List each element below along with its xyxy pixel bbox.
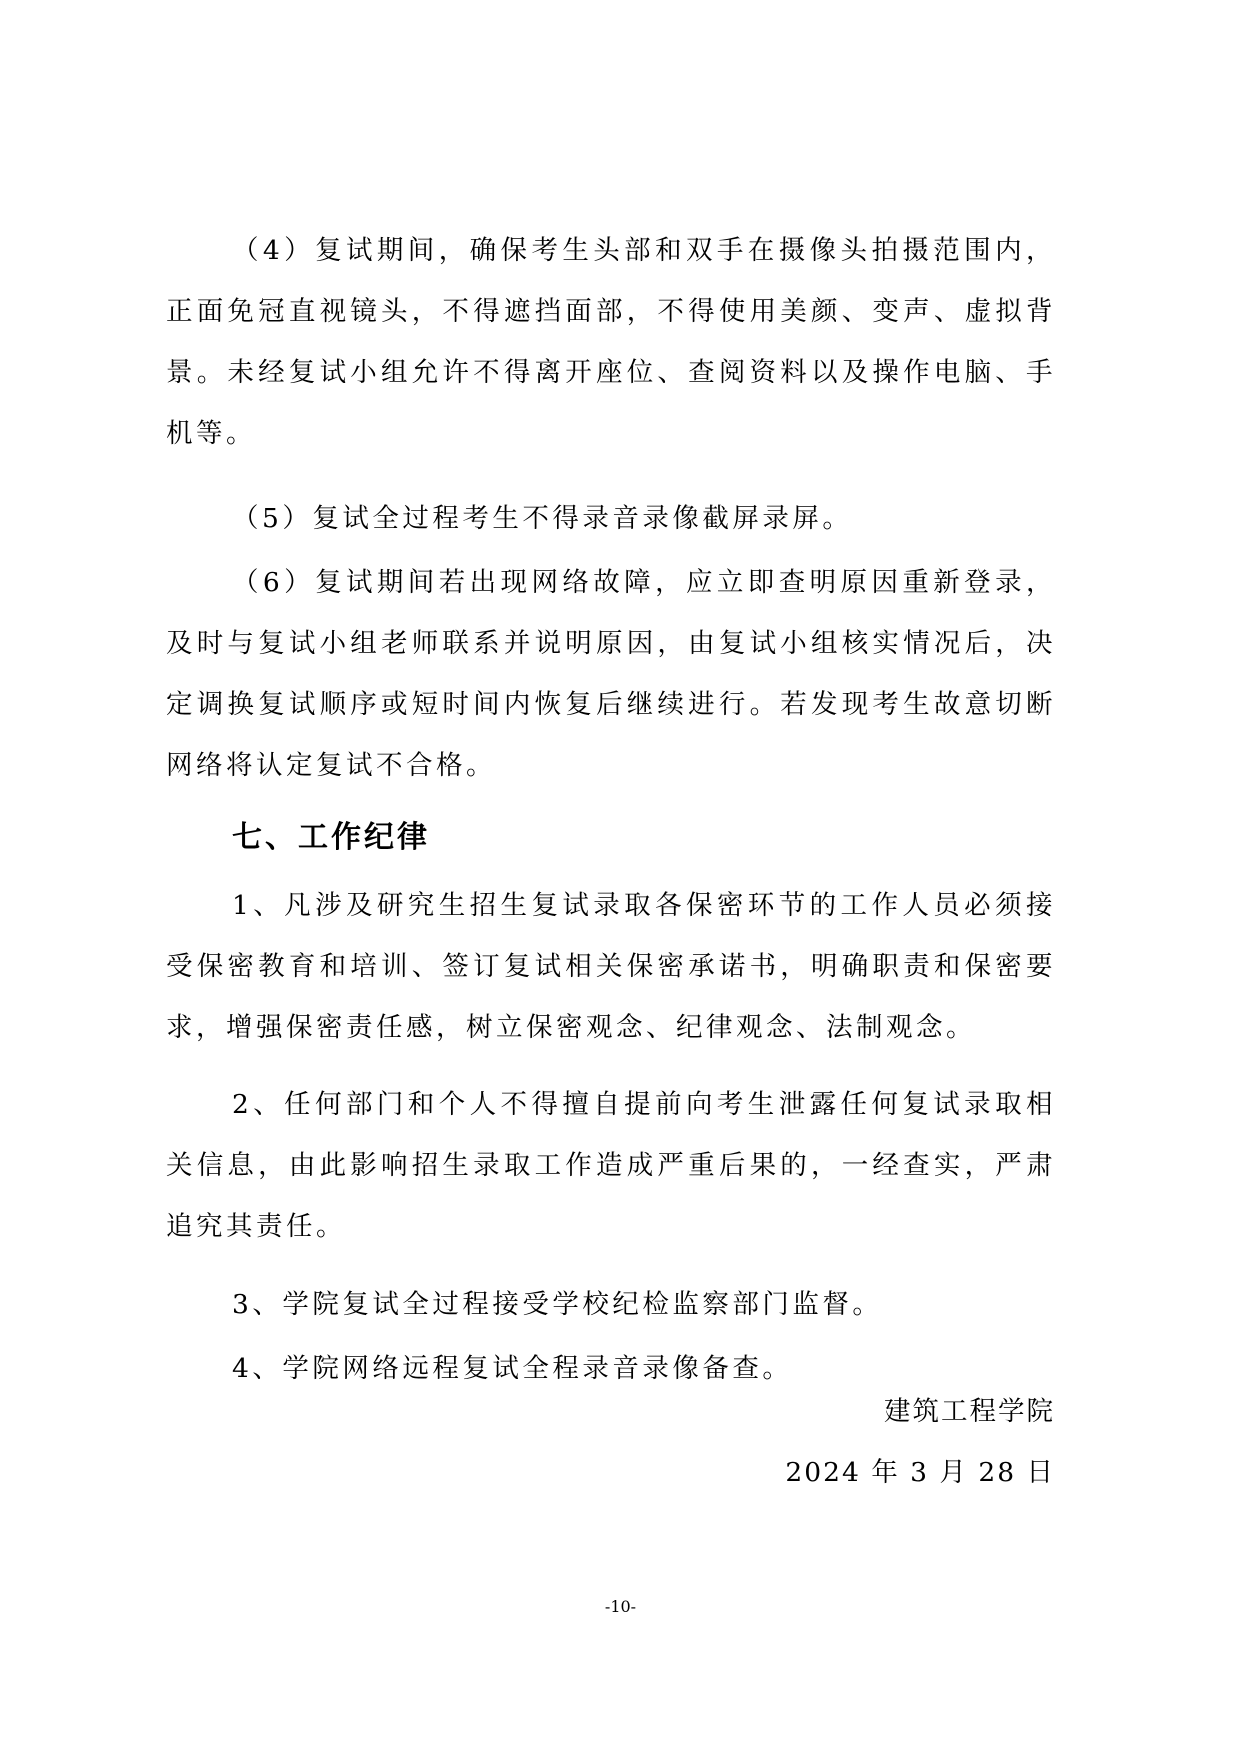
- section-heading: 七、工作纪律: [232, 820, 430, 855]
- discipline-item-4: 4、学院网络远程复试全程录音录像备查。: [232, 1353, 793, 1384]
- document-date: 2024 年 3 月 28 日: [785, 1457, 1055, 1488]
- signature: 建筑工程学院: [884, 1396, 1055, 1427]
- discipline-item-3: 3、学院复试全过程接受学校纪检监察部门监督。: [232, 1289, 883, 1320]
- paragraph-item-5: （5）复试全过程考生不得录音录像截屏录屏。: [232, 503, 853, 534]
- page-number: -10-: [604, 1597, 637, 1616]
- discipline-item-2: 2、任何部门和个人不得擅自提前向考生泄露任何复试录取相关信息，由此影响招生录取工作造成严重后果的，一经查实，严肃追究其责任。: [166, 1089, 1056, 1242]
- paragraph-item-6: （6）复试期间若出现网络故障，应立即查明原因重新登录，及时与复试小组老师联系并说明原因，由复试小组核实情况后，决定调换复试顺序或短时间内恢复后继续进行。若发现考生故意切断网络将认定复试不合格。: [166, 567, 1056, 781]
- discipline-item-1: 1、凡涉及研究生招生复试录取各保密环节的工作人员必须接受保密教育和培训、签订复试相关保密承诺书，明确职责和保密要求，增强保密责任感，树立保密观念、纪律观念、法制观念。: [166, 890, 1056, 1043]
- paragraph-item-4: （4）复试期间，确保考生头部和双手在摄像头拍摄范围内，正面免冠直视镜头，不得遮挡面部，不得使用美颜、变声、虚拟背景。未经复试小组允许不得离开座位、查阅资料以及操作电脑、手机等。: [166, 235, 1056, 449]
